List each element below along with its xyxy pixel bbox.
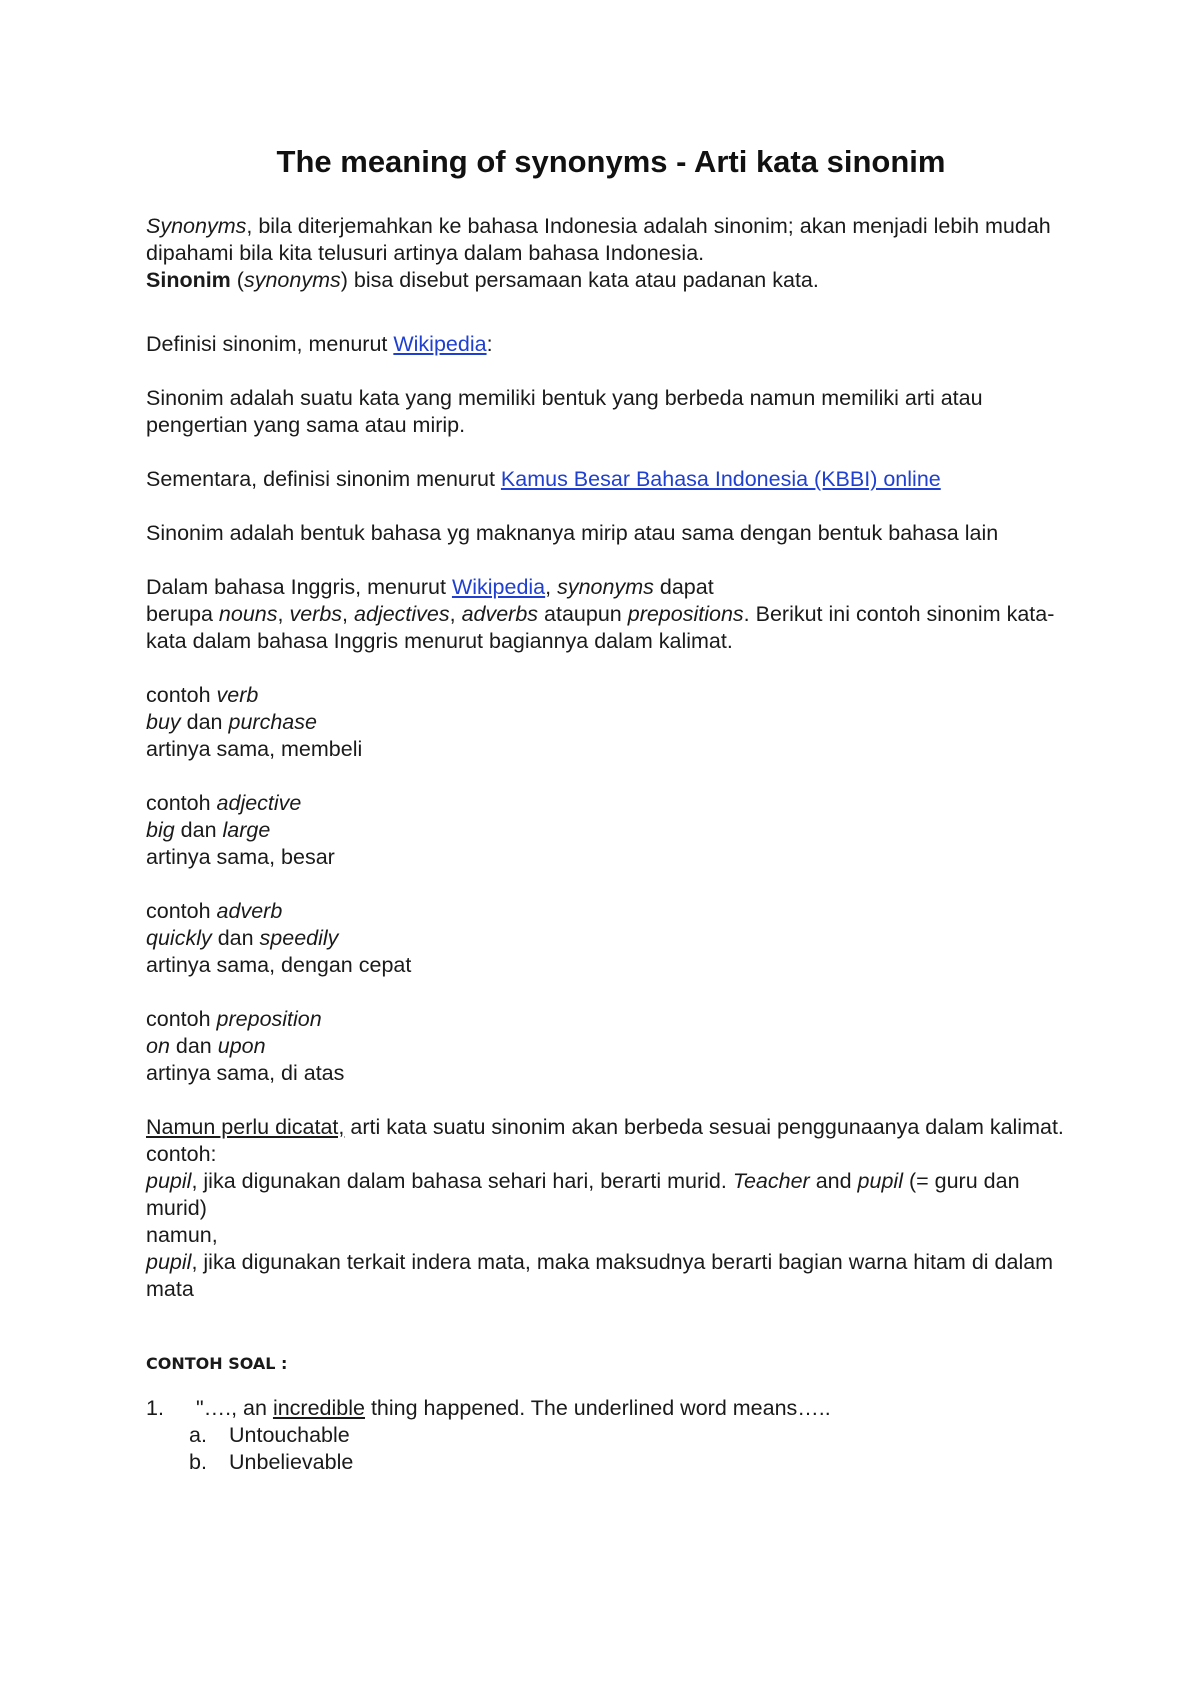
document-page: [146, 142, 1076, 1476]
usage-note: Namun perlu dicatat, arti kata suatu sinonim akan berbeda sesuai penggunaanya dalam kalimat. contoh: pupil, jika digunakan dalam bahasa sehari hari, berarti murid. Teacher and pupil (= guru dan murid) namun, pupil, jika digunakan terkait indera mata, maka maksudnya berarti bagian warna hitam di dalam mata: [146, 1115, 1064, 1301]
option-b: b. Unbelievable: [189, 1450, 354, 1474]
wikipedia-link-2[interactable]: Wikipedia: [451, 575, 546, 599]
kbbi-definition-intro: Sementara, definisi sinonim menurut Kamus Besar Bahasa Indonesia (KBBI) online: [146, 467, 941, 491]
sinonim-term: Sinonim: [146, 268, 231, 292]
soal-heading: CONTOH SOAL :: [146, 1354, 288, 1373]
sinonim-paragraph: Sinonim (synonyms) bisa disebut persamaan kata atau padanan kata.: [146, 268, 819, 292]
example-verb: contoh verb buy dan purchase artinya sama, membeli: [146, 683, 363, 761]
note-underlined: Namun perlu dicatat,: [146, 1115, 345, 1139]
question-1: [146, 1395, 1076, 1476]
example-preposition: contoh preposition on dan upon artinya sama, di atas: [146, 1007, 345, 1085]
wikipedia-link[interactable]: Wikipedia: [393, 332, 487, 356]
question-text: "…., an incredible thing happened. The underlined word means…..: [196, 1396, 831, 1420]
question-number: 1.: [146, 1396, 164, 1420]
page-title: The meaning of synonyms - Arti kata sinonim: [276, 144, 946, 179]
kbbi-link[interactable]: Kamus Besar Bahasa Indonesia (KBBI) online: [500, 467, 941, 491]
intro-term: Synonyms: [146, 214, 247, 238]
kbbi-definition-text: Sinonim adalah bentuk bahasa yg maknanya mirip atau sama dengan bentuk bahasa lain: [146, 521, 999, 545]
example-adjective: contoh adjective big dan large artinya sama, besar: [146, 791, 335, 869]
english-synonyms-paragraph: Dalam bahasa Inggris, menurut Wikipedia, synonyms dapat berupa nouns, verbs, adjectives, adverbs ataupun prepositions. Berikut ini contoh sinonim kata-kata dalam bahasa Inggris menurut bagiannya dalam kalimat.: [146, 575, 1055, 653]
wiki-definition-text: Sinonim adalah suatu kata yang memiliki bentuk yang berbeda namun memiliki arti atau pengertian yang sama atau mirip.: [146, 386, 983, 437]
wiki-definition-intro: Definisi sinonim, menurut Wikipedia:: [146, 332, 493, 356]
option-a: a. Untouchable: [189, 1423, 350, 1447]
example-adverb: contoh adverb quickly dan speedily artinya sama, dengan cepat: [146, 899, 412, 977]
underlined-word: incredible: [272, 1396, 365, 1420]
intro-paragraph: Synonyms, bila diterjemahkan ke bahasa Indonesia adalah sinonim; akan menjadi lebih mudah dipahami bila kita telusuri artinya dalam bahasa Indonesia.: [146, 214, 1051, 265]
